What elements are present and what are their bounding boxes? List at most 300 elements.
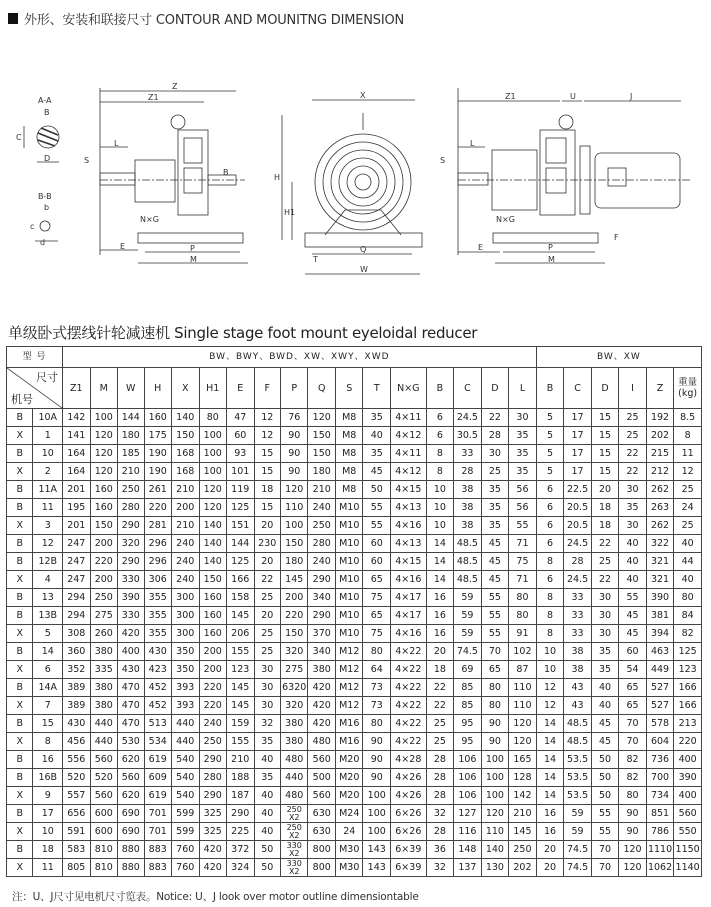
table-cell: 210 bbox=[172, 481, 200, 499]
table-cell: 6 bbox=[33, 661, 63, 679]
svg-text:J: J bbox=[630, 92, 633, 101]
column-header: L bbox=[509, 368, 537, 409]
column-header: H bbox=[144, 368, 172, 409]
table-cell: 125 bbox=[227, 499, 255, 517]
table-cell: 24.5 bbox=[564, 535, 592, 553]
table-cell: 10A bbox=[33, 409, 63, 427]
table-cell: 619 bbox=[144, 787, 172, 805]
table-cell: 262 bbox=[646, 517, 674, 535]
table-cell: 53.5 bbox=[564, 751, 592, 769]
table-cell: B bbox=[7, 553, 33, 571]
svg-text:b: b bbox=[44, 203, 50, 212]
svg-text:S: S bbox=[84, 156, 90, 165]
table-cell: 240 bbox=[172, 553, 200, 571]
table-cell: 4×26 bbox=[390, 769, 426, 787]
table-row bbox=[7, 463, 702, 481]
table-cell: 470 bbox=[118, 679, 144, 697]
table-cell: 70 bbox=[619, 715, 647, 733]
group-2-label: BW、XW bbox=[536, 347, 701, 368]
table-cell: 90 bbox=[481, 733, 509, 751]
corner-model-label: 机号 bbox=[11, 393, 33, 406]
table-cell: 701 bbox=[144, 805, 172, 823]
table-cell: 20 bbox=[254, 553, 280, 571]
table-cell: 50 bbox=[591, 769, 619, 787]
table-cell: 175 bbox=[144, 427, 172, 445]
table-cell: 35 bbox=[591, 661, 619, 679]
table-cell: 736 bbox=[646, 751, 674, 769]
table-cell: 520 bbox=[90, 769, 118, 787]
column-header: C bbox=[454, 368, 482, 409]
table-cell: 540 bbox=[172, 751, 200, 769]
table-cell: 101 bbox=[227, 463, 255, 481]
svg-text:B: B bbox=[44, 108, 50, 117]
table-cell: X bbox=[7, 823, 33, 841]
table-cell: 55 bbox=[481, 589, 509, 607]
table-cell: 520 bbox=[63, 769, 91, 787]
table-cell: 560 bbox=[118, 769, 144, 787]
table-cell: 200 bbox=[90, 571, 118, 589]
table-cell: 6 bbox=[536, 517, 564, 535]
table-cell: 150 bbox=[280, 535, 308, 553]
table-cell: 45 bbox=[481, 553, 509, 571]
table-cell: 805 bbox=[63, 859, 91, 877]
table-cell: 394 bbox=[646, 625, 674, 643]
table-cell: 452 bbox=[144, 679, 172, 697]
table-cell: 60 bbox=[363, 553, 391, 571]
table-cell: 60 bbox=[619, 643, 647, 661]
table-cell: 620 bbox=[118, 787, 144, 805]
table-cell: 30 bbox=[591, 625, 619, 643]
section-title bbox=[8, 9, 404, 28]
table-cell: 40 bbox=[619, 571, 647, 589]
table-cell: 110 bbox=[481, 823, 509, 841]
svg-text:P: P bbox=[548, 243, 553, 252]
table-cell: 187 bbox=[227, 787, 255, 805]
table-cell: 25 bbox=[426, 733, 454, 751]
table-row bbox=[7, 427, 702, 445]
table-cell-stacked: 250 X2 bbox=[280, 805, 308, 823]
table-cell: M8 bbox=[335, 481, 363, 499]
table-cell: 456 bbox=[63, 733, 91, 751]
table-cell: 120 bbox=[199, 499, 227, 517]
table-cell: 55 bbox=[481, 625, 509, 643]
table-cell: X bbox=[7, 427, 33, 445]
table-cell: 400 bbox=[674, 787, 702, 805]
table-cell: M10 bbox=[335, 535, 363, 553]
table-body bbox=[7, 409, 702, 877]
svg-text:B: B bbox=[223, 168, 229, 177]
table-cell: 20 bbox=[536, 841, 564, 859]
table-cell: 195 bbox=[63, 499, 91, 517]
table-cell: X bbox=[7, 661, 33, 679]
table-cell: 80 bbox=[509, 607, 537, 625]
table-cell: 56 bbox=[509, 499, 537, 517]
table-cell: 25 bbox=[619, 409, 647, 427]
table-cell: 70 bbox=[481, 643, 509, 661]
table-cell: 120 bbox=[90, 445, 118, 463]
table-cell: 53.5 bbox=[564, 769, 592, 787]
table-cell: 880 bbox=[118, 841, 144, 859]
table-cell: 14 bbox=[426, 553, 454, 571]
table-cell: 35 bbox=[363, 409, 391, 427]
table-cell: 540 bbox=[172, 787, 200, 805]
table-cell: 144 bbox=[118, 409, 144, 427]
table-cell: 420 bbox=[308, 697, 336, 715]
table-cell: 25 bbox=[481, 463, 509, 481]
table-cell: 14 bbox=[536, 769, 564, 787]
table-row bbox=[7, 607, 702, 625]
table-cell: 240 bbox=[308, 499, 336, 517]
table-cell: 137 bbox=[454, 859, 482, 877]
table-cell: M8 bbox=[335, 445, 363, 463]
table-cell: 200 bbox=[199, 643, 227, 661]
table-cell: 15 bbox=[254, 445, 280, 463]
table-cell: 201 bbox=[63, 517, 91, 535]
table-cell: 294 bbox=[63, 607, 91, 625]
table-cell: B bbox=[7, 805, 33, 823]
table-cell: 60 bbox=[227, 427, 255, 445]
table-cell: 75 bbox=[363, 589, 391, 607]
table-cell: 80 bbox=[619, 787, 647, 805]
table-cell: 74.5 bbox=[564, 859, 592, 877]
table-cell: 247 bbox=[63, 535, 91, 553]
table-cell: 4×12 bbox=[390, 463, 426, 481]
table-cell: 155 bbox=[227, 643, 255, 661]
table-cell: 9 bbox=[33, 787, 63, 805]
table-cell: 82 bbox=[619, 769, 647, 787]
table-cell: M10 bbox=[335, 517, 363, 535]
table-cell: 851 bbox=[646, 805, 674, 823]
table-cell: 308 bbox=[63, 625, 91, 643]
table-cell: 8 bbox=[33, 733, 63, 751]
table-cell: 59 bbox=[564, 805, 592, 823]
table-cell: 430 bbox=[63, 715, 91, 733]
svg-text:M: M bbox=[548, 255, 555, 264]
column-header: P bbox=[280, 368, 308, 409]
table-cell: 158 bbox=[227, 589, 255, 607]
table-cell: 440 bbox=[90, 715, 118, 733]
column-header: M bbox=[90, 368, 118, 409]
table-cell: 123 bbox=[227, 661, 255, 679]
table-cell: 142 bbox=[63, 409, 91, 427]
table-cell: 148 bbox=[454, 841, 482, 859]
table-cell: 48.5 bbox=[564, 715, 592, 733]
table-cell: 599 bbox=[172, 805, 200, 823]
table-cell: 6×26 bbox=[390, 823, 426, 841]
table-cell: M16 bbox=[335, 733, 363, 751]
table-cell: 75 bbox=[509, 553, 537, 571]
table-cell: 513 bbox=[144, 715, 172, 733]
table-cell: 82 bbox=[619, 751, 647, 769]
column-header: X bbox=[172, 368, 200, 409]
table-cell: 120 bbox=[619, 859, 647, 877]
table-cell: 20.5 bbox=[564, 499, 592, 517]
table-cell: 8 bbox=[536, 553, 564, 571]
column-header: I bbox=[619, 368, 647, 409]
table-cell: 380 bbox=[90, 643, 118, 661]
table-cell: 50 bbox=[591, 751, 619, 769]
table-cell: 18 bbox=[591, 499, 619, 517]
table-cell: 75 bbox=[363, 625, 391, 643]
table-cell: 280 bbox=[118, 499, 144, 517]
table-cell: 1 bbox=[33, 427, 63, 445]
table-row bbox=[7, 841, 702, 859]
table-cell: 4×16 bbox=[390, 571, 426, 589]
table-cell: 275 bbox=[90, 607, 118, 625]
table-cell: 10 bbox=[33, 445, 63, 463]
table-cell: 4×11 bbox=[390, 409, 426, 427]
table-cell: 140 bbox=[199, 517, 227, 535]
table-cell: 6 bbox=[426, 409, 454, 427]
table-cell: 390 bbox=[118, 589, 144, 607]
table-cell: M10 bbox=[335, 571, 363, 589]
table-cell: 17 bbox=[564, 445, 592, 463]
table-row bbox=[7, 751, 702, 769]
table-cell: 440 bbox=[280, 769, 308, 787]
column-header: T bbox=[363, 368, 391, 409]
column-header: N×G bbox=[390, 368, 426, 409]
table-cell: 430 bbox=[144, 643, 172, 661]
svg-text:W: W bbox=[360, 265, 368, 274]
table-cell: B bbox=[7, 679, 33, 697]
table-cell: 64 bbox=[363, 661, 391, 679]
table-cell: 53.5 bbox=[564, 787, 592, 805]
table-cell: 206 bbox=[227, 625, 255, 643]
table-cell: 325 bbox=[199, 823, 227, 841]
table-cell: 50 bbox=[591, 787, 619, 805]
table-cell: 22 bbox=[254, 571, 280, 589]
table-cell: 40 bbox=[591, 679, 619, 697]
table-cell: 35 bbox=[254, 733, 280, 751]
table-cell: 116 bbox=[454, 823, 482, 841]
table-cell: 30.5 bbox=[454, 427, 482, 445]
table-cell: 12B bbox=[33, 553, 63, 571]
table-cell: 420 bbox=[118, 625, 144, 643]
table-cell: 45 bbox=[619, 607, 647, 625]
table-cell: 280 bbox=[308, 535, 336, 553]
table-cell: 380 bbox=[280, 715, 308, 733]
table-cell: 578 bbox=[646, 715, 674, 733]
table-cell: 38 bbox=[454, 499, 482, 517]
table-cell: 166 bbox=[227, 571, 255, 589]
table-cell: 335 bbox=[90, 661, 118, 679]
table-cell: 400 bbox=[674, 751, 702, 769]
table-cell: 4×13 bbox=[390, 535, 426, 553]
table-cell: 160 bbox=[90, 499, 118, 517]
table-cell: 18 bbox=[254, 481, 280, 499]
table-cell: 210 bbox=[509, 805, 537, 823]
table-cell: 381 bbox=[646, 607, 674, 625]
svg-text:E: E bbox=[478, 243, 484, 252]
table-cell: 59 bbox=[454, 625, 482, 643]
dimension-drawing bbox=[0, 60, 711, 280]
table-cell: 128 bbox=[509, 769, 537, 787]
table-cell: 47 bbox=[227, 409, 255, 427]
table-cell: 35 bbox=[363, 445, 391, 463]
table-cell: 30 bbox=[619, 517, 647, 535]
table-cell: 320 bbox=[280, 643, 308, 661]
table-cell: 25 bbox=[591, 553, 619, 571]
table-cell: M12 bbox=[335, 661, 363, 679]
table-cell: 5 bbox=[536, 445, 564, 463]
table-cell: 760 bbox=[172, 859, 200, 877]
column-header: Z1 bbox=[63, 368, 91, 409]
table-cell: 6 bbox=[426, 427, 454, 445]
table-cell: 16 bbox=[33, 751, 63, 769]
table-cell: 40 bbox=[674, 535, 702, 553]
table-cell: 123 bbox=[674, 661, 702, 679]
table-cell: 100 bbox=[363, 823, 391, 841]
table-cell: 55 bbox=[363, 517, 391, 535]
table-cell: 24 bbox=[335, 823, 363, 841]
table-cell: 159 bbox=[227, 715, 255, 733]
svg-text:Z1: Z1 bbox=[505, 92, 516, 101]
table-cell: 28 bbox=[426, 769, 454, 787]
table-cell: M10 bbox=[335, 553, 363, 571]
table-cell: B bbox=[7, 535, 33, 553]
table-cell: 560 bbox=[90, 751, 118, 769]
table-cell: M10 bbox=[335, 625, 363, 643]
column-header: B bbox=[426, 368, 454, 409]
table-cell: M10 bbox=[335, 589, 363, 607]
table-cell: 4×22 bbox=[390, 733, 426, 751]
table-cell: 2 bbox=[33, 463, 63, 481]
table-cell: 35 bbox=[619, 499, 647, 517]
table-cell: 8 bbox=[536, 589, 564, 607]
section-title-text: 外形、安装和联接尺寸 CONTOUR AND MOUNITNG DIMENSION bbox=[24, 13, 405, 28]
table-cell: 55 bbox=[591, 805, 619, 823]
table-cell: M20 bbox=[335, 751, 363, 769]
table-cell: 80 bbox=[199, 409, 227, 427]
table-row bbox=[7, 409, 702, 427]
table-cell: 352 bbox=[63, 661, 91, 679]
table-cell: 22 bbox=[591, 535, 619, 553]
svg-text:S: S bbox=[440, 156, 446, 165]
table-cell: 22 bbox=[619, 445, 647, 463]
table-cell: 17 bbox=[564, 409, 592, 427]
section-bb-label: B-B bbox=[38, 192, 52, 201]
svg-text:F: F bbox=[614, 233, 619, 242]
table-cell: 35 bbox=[509, 445, 537, 463]
table-cell: 619 bbox=[144, 751, 172, 769]
table-cell: 883 bbox=[144, 841, 172, 859]
table-cell: 20 bbox=[536, 859, 564, 877]
table-cell: 560 bbox=[90, 787, 118, 805]
svg-text:N×G: N×G bbox=[496, 215, 515, 224]
table-cell: 28 bbox=[481, 427, 509, 445]
table-cell: 106 bbox=[454, 787, 482, 805]
table-cell: 50 bbox=[254, 859, 280, 877]
table-cell: 210 bbox=[118, 463, 144, 481]
type-label: 型 号 bbox=[7, 347, 63, 368]
table-cell: 185 bbox=[118, 445, 144, 463]
table-cell: X bbox=[7, 625, 33, 643]
table-cell: 690 bbox=[118, 823, 144, 841]
table-cell: 100 bbox=[199, 427, 227, 445]
table-cell: 534 bbox=[144, 733, 172, 751]
table-cell: 500 bbox=[308, 769, 336, 787]
table-cell: 140 bbox=[199, 535, 227, 553]
table-cell: 30 bbox=[509, 409, 537, 427]
table-cell: 200 bbox=[280, 589, 308, 607]
table-cell: 290 bbox=[308, 571, 336, 589]
table-cell: 296 bbox=[144, 553, 172, 571]
table-cell: B bbox=[7, 499, 33, 517]
table-cell: B bbox=[7, 643, 33, 661]
table-cell: 20.5 bbox=[564, 517, 592, 535]
table-cell: 93 bbox=[227, 445, 255, 463]
table-cell: 4×15 bbox=[390, 481, 426, 499]
table-cell: 95 bbox=[454, 715, 482, 733]
table-cell: 4×26 bbox=[390, 787, 426, 805]
table-cell: 28 bbox=[426, 751, 454, 769]
table-cell: 556 bbox=[63, 751, 91, 769]
table-cell: 210 bbox=[172, 517, 200, 535]
table-cell: 120 bbox=[509, 733, 537, 751]
table-cell: 150 bbox=[308, 427, 336, 445]
table-cell: 15 bbox=[591, 445, 619, 463]
table-cell: 166 bbox=[674, 697, 702, 715]
table-cell: 322 bbox=[646, 535, 674, 553]
table-cell: 84 bbox=[674, 607, 702, 625]
table-cell: 430 bbox=[118, 661, 144, 679]
table-cell: 45 bbox=[619, 625, 647, 643]
table-cell: 5 bbox=[536, 427, 564, 445]
table-cell: 18 bbox=[426, 661, 454, 679]
table-row bbox=[7, 769, 702, 787]
table-cell: 225 bbox=[227, 823, 255, 841]
table-cell: 60 bbox=[363, 535, 391, 553]
table-cell: 55 bbox=[509, 517, 537, 535]
table-cell: 17 bbox=[564, 463, 592, 481]
table-cell: 800 bbox=[308, 841, 336, 859]
table-cell: 350 bbox=[172, 661, 200, 679]
table-cell: B bbox=[7, 841, 33, 859]
table-cell: 168 bbox=[172, 463, 200, 481]
table-cell: 90 bbox=[363, 733, 391, 751]
table-cell: 25 bbox=[254, 643, 280, 661]
table-cell: 12 bbox=[536, 679, 564, 697]
table-cell: 120 bbox=[509, 715, 537, 733]
table-cell: 4×16 bbox=[390, 625, 426, 643]
table-cell: 390 bbox=[646, 589, 674, 607]
table-cell: 240 bbox=[172, 535, 200, 553]
table-cell: B bbox=[7, 715, 33, 733]
column-header: W bbox=[118, 368, 144, 409]
table-cell: 440 bbox=[90, 733, 118, 751]
table-cell: 420 bbox=[199, 841, 227, 859]
column-header: Z bbox=[646, 368, 674, 409]
table-cell: 380 bbox=[90, 697, 118, 715]
table-cell: 14 bbox=[536, 715, 564, 733]
svg-text:P: P bbox=[190, 244, 195, 253]
svg-text:N×G: N×G bbox=[140, 215, 159, 224]
table-cell: 16 bbox=[536, 805, 564, 823]
table-cell: 16B bbox=[33, 769, 63, 787]
table-cell: 325 bbox=[199, 805, 227, 823]
table-cell: 65 bbox=[363, 571, 391, 589]
table-cell: 55 bbox=[619, 589, 647, 607]
table-cell: 527 bbox=[646, 697, 674, 715]
table-cell: 8 bbox=[674, 427, 702, 445]
table-cell: M12 bbox=[335, 679, 363, 697]
table-cell: 56 bbox=[509, 481, 537, 499]
table-cell: 87 bbox=[509, 661, 537, 679]
table-cell: 33 bbox=[564, 607, 592, 625]
table-cell: 760 bbox=[172, 841, 200, 859]
table-cell: B bbox=[7, 769, 33, 787]
table-cell: 40 bbox=[619, 553, 647, 571]
